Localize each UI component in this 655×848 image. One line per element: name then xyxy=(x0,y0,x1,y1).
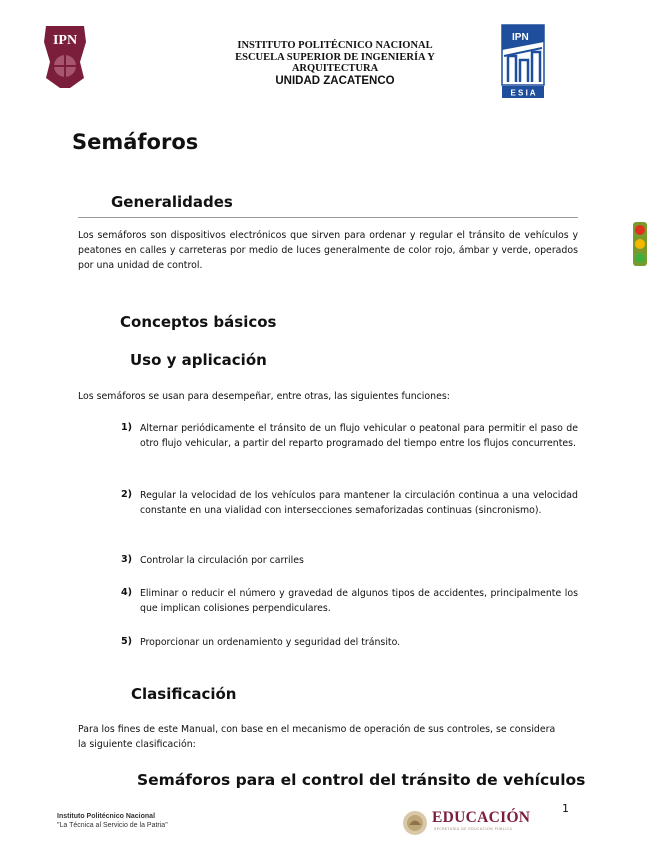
footer-inst-name: Instituto Politécnico Nacional xyxy=(57,813,156,820)
header-institution xyxy=(190,40,480,88)
educacion-emblem-icon xyxy=(402,810,428,836)
svg-text:IPN: IPN xyxy=(52,33,78,48)
paragraph-generalidades: Los semáforos son dispositivos electrónicos que sirven para ordenar y regular el tránsito de vehículos y peatones en calles y carreteras por medio de luces generalmente de color rojo, ámbar y verde, operados por una unidad de control. xyxy=(78,230,578,271)
list-item: Regular la velocidad de los vehículos para mantener la circulación continua a una velocidad constante en una vialidad con intersecciones semaforizadas continuas (sincronismo). xyxy=(140,490,578,516)
heading-generalidades: Generalidades xyxy=(111,193,233,211)
esia-logo xyxy=(498,22,548,102)
list-item-number: 4) xyxy=(121,587,133,598)
traffic-light-icon xyxy=(633,222,647,266)
page-number: 1 xyxy=(562,802,569,815)
paragraph-clasificacion: Para los fines de este Manual, con base en el mecanismo de operación de sus controles, se considera la siguiente clasificación: xyxy=(78,724,556,750)
list-item-number: 1) xyxy=(121,422,133,433)
heading-uso-aplicacion: Uso y aplicación xyxy=(130,351,267,369)
header-line-3: ARQUITECTURA xyxy=(291,63,379,74)
heading-clasificacion: Clasificación xyxy=(131,685,237,703)
header-line-4: UNIDAD ZACATENCO xyxy=(275,74,395,87)
educacion-subtitle: SECRETARÍA DE EDUCACIÓN PÚBLICA xyxy=(434,827,513,831)
list-item: Alternar periódicamente el tránsito de un flujo vehicular o peatonal para permitir el paso de otro flujo vehicular, a partir del reparto programado del tiempo entre los flujos concurrentes. xyxy=(140,423,578,449)
list-item: Controlar la circulación por carriles xyxy=(140,555,304,566)
page-title: Semáforos xyxy=(72,130,199,154)
heading-semaforos-vehiculos: Semáforos para el control del tránsito de vehículos xyxy=(137,771,586,789)
heading-conceptos-basicos: Conceptos básicos xyxy=(120,313,277,331)
svg-text:E S I A: E S I A xyxy=(510,88,536,98)
header-line-1: INSTITUTO POLITÉCNICO NACIONAL xyxy=(237,40,433,51)
footer-inst-motto: "La Técnica al Servicio de la Patria" xyxy=(57,822,168,829)
list-item: Eliminar o reducir el número y gravedad de algunos tipos de accidentes, principalmente los que implican colisiones perpendiculares. xyxy=(140,588,578,614)
svg-text:IPN: IPN xyxy=(512,32,529,43)
footer-institution xyxy=(57,812,168,830)
list-item-number: 3) xyxy=(121,554,133,565)
educacion-logo-text: EDUCACIÓN xyxy=(432,809,531,826)
list-item: Proporcionar un ordenamiento y seguridad del tránsito. xyxy=(140,637,401,648)
list-item-number: 5) xyxy=(121,636,133,647)
paragraph-uso-intro: Los semáforos se usan para desempeñar, entre otras, las siguientes funciones: xyxy=(78,391,450,402)
list-item-number: 2) xyxy=(121,489,133,500)
ipn-logo xyxy=(40,22,90,92)
header-line-2: ESCUELA SUPERIOR DE INGENIERÍA Y xyxy=(235,51,435,63)
section-divider xyxy=(78,217,578,218)
